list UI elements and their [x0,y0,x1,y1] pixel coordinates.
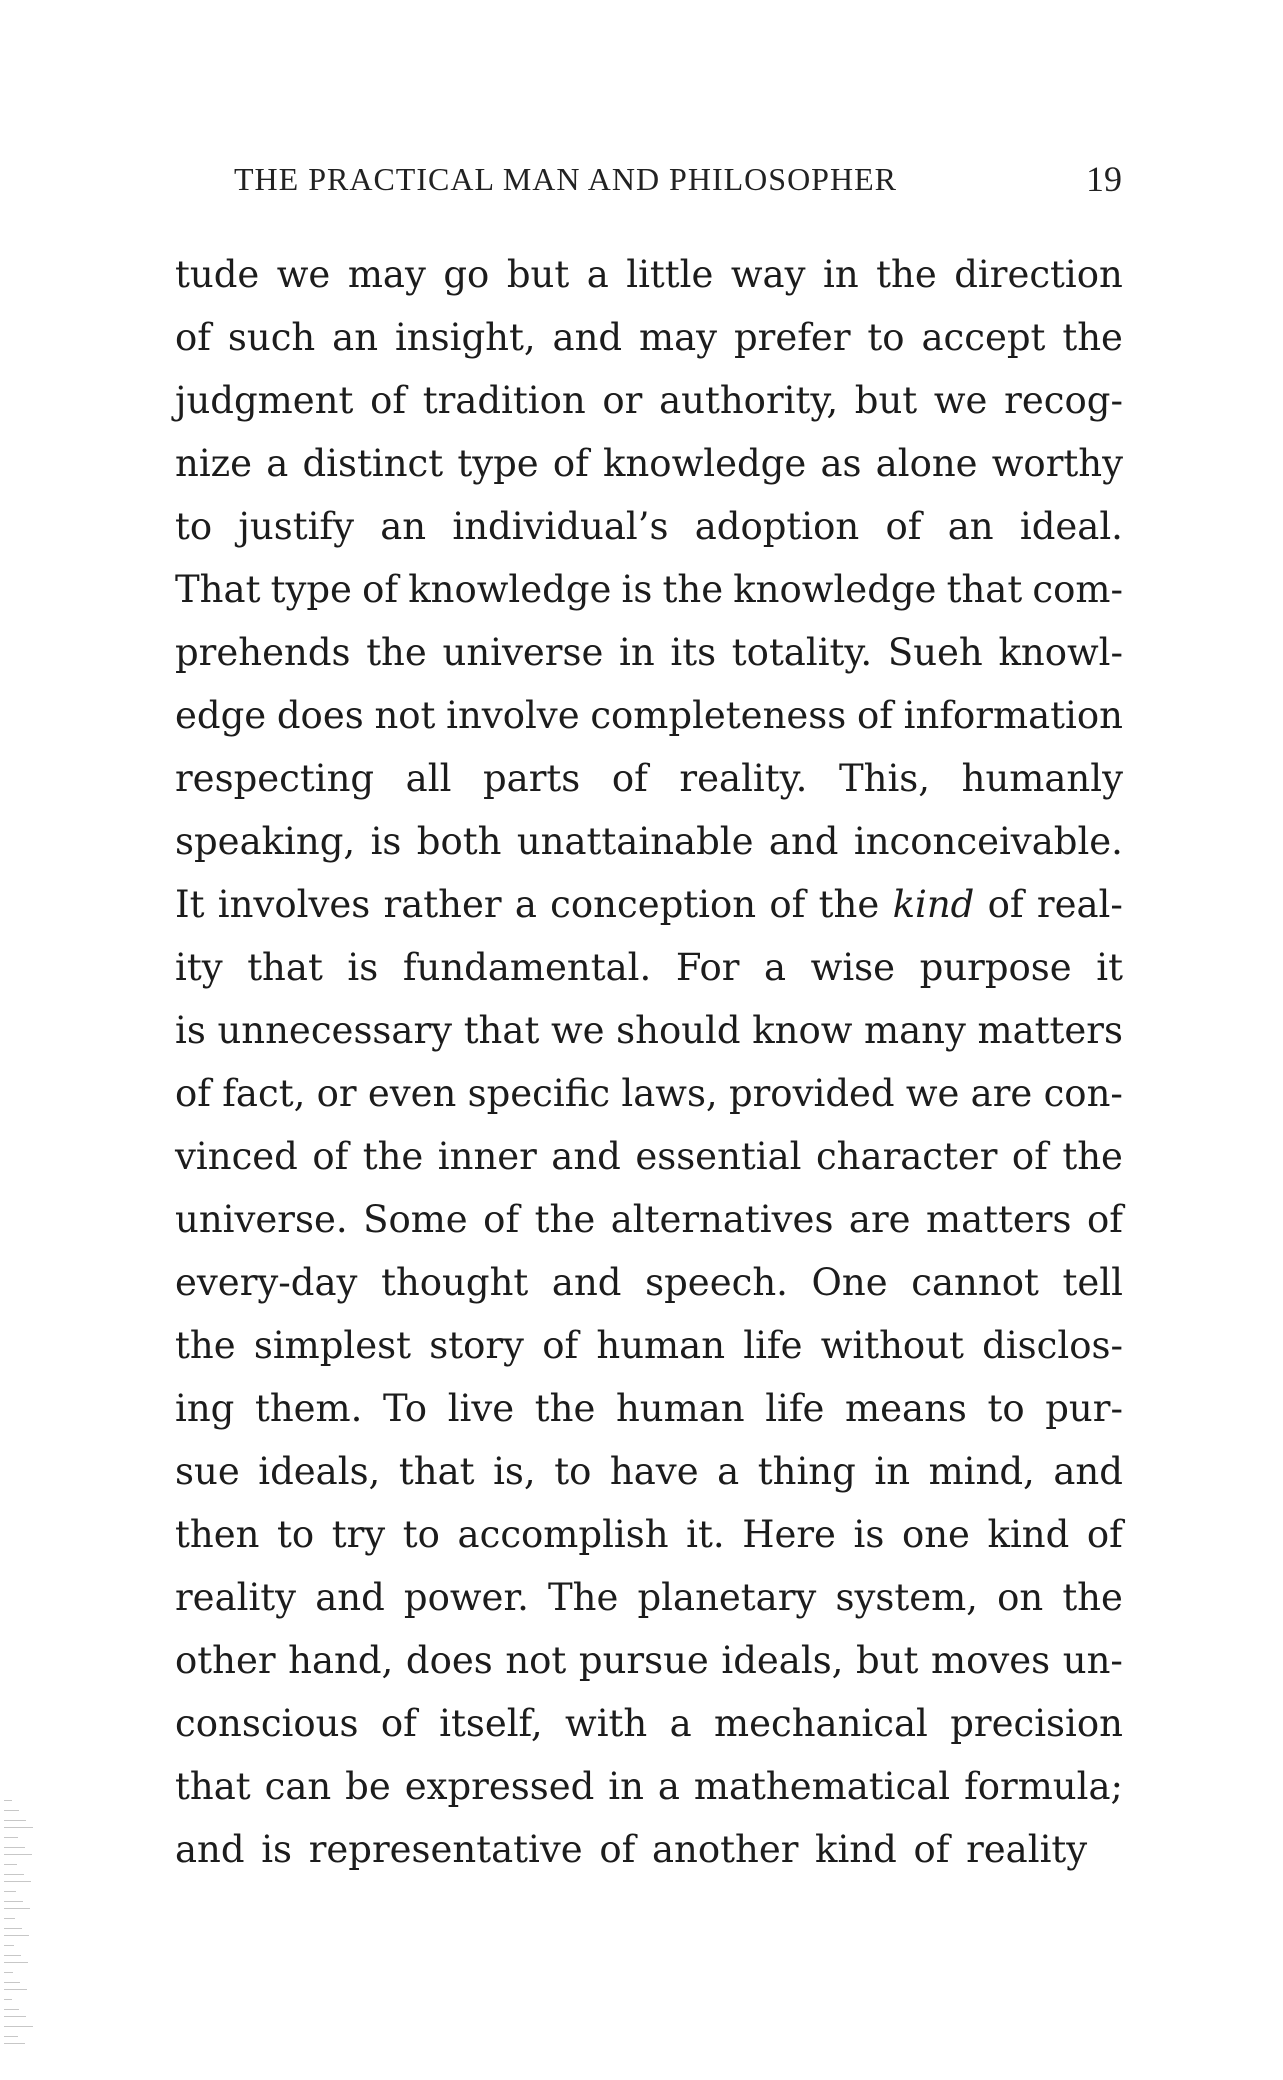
word: are [848,1198,911,1241]
word: kind [987,1513,1070,1556]
word: the [1062,1135,1123,1178]
word: of [380,1702,417,1745]
word: we [933,379,988,422]
word: is [175,1009,206,1052]
word: reality [175,1576,297,1619]
word: of [552,442,589,485]
word: justify [238,505,354,548]
word: and [315,1576,385,1619]
running-title: THE PRACTICAL MAN AND PHILOSOPHER [234,160,897,197]
scan-speck [4,1874,24,1875]
word: the [534,1198,596,1241]
word: the [1062,316,1123,359]
scan-speck [4,1908,30,1909]
word: that [463,1009,540,1052]
word: unnecessary [217,1009,453,1052]
word: ity [175,946,223,989]
word: the [175,1324,236,1367]
text-line [175,1692,1123,1755]
word: of [885,505,922,548]
scan-speck [4,1972,13,1973]
word: matters [926,1198,1072,1241]
word: nize [175,442,253,485]
word: have [609,1450,699,1493]
word: a [586,253,609,296]
word: character [815,1135,998,1178]
word: completeness [590,694,847,737]
word: purpose [919,946,1072,989]
word: of [913,1828,950,1871]
scan-speck [4,1881,31,1882]
text-line [175,810,1123,873]
text-line [175,621,1123,684]
word: kind [815,1828,897,1871]
word: Sueh [887,631,983,674]
word: direction [954,253,1123,296]
body-text [175,243,1123,1881]
scan-speck [4,1847,25,1848]
word: type [457,442,539,485]
word: it. [686,1513,725,1556]
word: adoption [694,505,860,548]
word: unattainable [516,820,754,863]
word: an [947,505,994,548]
word: that [398,1450,475,1493]
text-line [175,1440,1123,1503]
word: is [853,1513,885,1556]
word: to [402,1513,440,1556]
word: This, [838,757,931,800]
word: both [416,820,502,863]
word: way [730,253,806,296]
word: is, [493,1450,536,1493]
word: with [565,1702,648,1745]
word: For [675,946,740,989]
word: life [743,1324,803,1367]
word: alone [875,442,978,485]
scan-speck [4,1810,19,1811]
word: itself, [439,1702,543,1745]
word: but [854,379,918,422]
word: hand, [288,1639,394,1682]
text-line [175,873,1123,936]
word: its [670,631,717,674]
page-number: 19 [1086,159,1122,199]
word: is [347,946,379,989]
word: mathematical [693,1765,951,1808]
word: of [483,1198,520,1241]
word: worthy [991,442,1123,485]
word: knowledge [603,442,807,485]
text-line [175,306,1123,369]
text-line [175,1503,1123,1566]
word: fact, [222,1072,306,1115]
word: human [615,1387,745,1430]
word: system, [835,1576,978,1619]
word: and [551,1261,622,1304]
word: ideals, [258,1450,381,1493]
scan-margin-noise [4,1800,38,2080]
word: story [429,1324,524,1367]
scan-speck [4,2009,19,2010]
word: even [367,1072,457,1115]
text-line [175,1314,1123,1377]
word: a [717,1450,740,1493]
scan-speck [4,1864,17,1865]
word: of [1011,1135,1048,1178]
word: representative [308,1828,583,1871]
word: try [331,1513,386,1556]
word: tell [1062,1261,1123,1304]
word: The [547,1576,619,1619]
word: of [175,316,211,359]
scan-speck [4,2016,26,2017]
word: of [856,694,893,737]
word: ideals, [721,1639,844,1682]
word: of [599,1828,636,1871]
scan-speck [4,1945,14,1946]
word: the [366,631,427,674]
word: and [768,820,839,863]
text-line [175,1125,1123,1188]
word: knowledge [408,568,612,611]
running-head [234,152,1122,206]
word: a [657,1765,680,1808]
word: tradition [422,379,586,422]
word: life [765,1387,825,1430]
scan-speck [4,1962,28,1963]
word: insight, [394,316,536,359]
word: con- [1043,1072,1123,1115]
scan-speck [4,1827,33,1828]
word: humanly [961,757,1123,800]
word: does [276,694,364,737]
word: formula; [964,1765,1123,1808]
word: sue [175,1450,240,1493]
text-line [175,432,1123,495]
word: parts [482,757,581,800]
word: and [552,316,623,359]
scan-speck [4,2043,25,2044]
word: that [946,568,1023,611]
word: of [362,568,399,611]
word: to [554,1450,592,1493]
word: of [312,1135,349,1178]
word: Here [742,1513,836,1556]
word: judgment [175,379,354,422]
word: universe [442,631,604,674]
scan-speck [4,1955,21,1956]
word: accomplish [457,1513,669,1556]
word: to [987,1387,1025,1430]
word: respecting [175,757,375,800]
scan-speck [4,1935,29,1936]
word: and [1053,1450,1123,1493]
word: and [551,1135,621,1178]
word: one [901,1513,970,1556]
word: information [903,694,1123,737]
word: That [175,568,261,611]
word: com- [1032,568,1123,611]
word: a [514,883,537,926]
word: inner [437,1135,537,1178]
word: is [261,1828,293,1871]
word: all [405,757,452,800]
word: is [621,568,653,611]
word: the [362,1135,424,1178]
italic-word: kind [892,883,975,926]
word: many [864,1009,966,1052]
word: disclos- [982,1324,1123,1367]
word: as [820,442,862,485]
scan-speck [4,1854,32,1855]
word: we [276,253,331,296]
word: of [1086,1198,1123,1241]
word: thing [757,1450,856,1493]
word: of [175,1072,211,1115]
text-line [175,1377,1123,1440]
word: an [332,316,379,359]
word: accept [921,316,1046,359]
text-line [175,1251,1123,1314]
text-line [175,1188,1123,1251]
word: real- [1036,883,1123,926]
word: of [769,883,806,926]
text-line [175,747,1123,810]
word: not [505,1639,567,1682]
word: reality [966,1828,1088,1871]
word: moves [931,1639,1051,1682]
scan-speck [4,2036,18,2037]
word: One [811,1261,888,1304]
word: the [1062,1576,1123,1619]
text-line [175,684,1123,747]
word: other [175,1639,276,1682]
word: human [596,1324,726,1367]
scan-speck [4,2026,33,2027]
word: it [1096,946,1123,989]
word: a [266,442,289,485]
word: should [616,1009,741,1052]
word: Some [363,1198,468,1241]
word: fundamental. [402,946,652,989]
scan-speck [4,1820,26,1821]
word: then [175,1513,260,1556]
text-line [175,1566,1123,1629]
text-line [175,999,1123,1062]
scan-speck [4,1989,27,1990]
word: such [227,316,316,359]
word: expressed [404,1765,595,1808]
word: un- [1062,1639,1123,1682]
scan-speck [4,1891,16,1892]
word: mechanical [714,1702,928,1745]
word: It [175,883,205,926]
word: but [506,253,570,296]
word: vinced [175,1135,298,1178]
word: does [405,1639,493,1682]
word: ing [175,1387,235,1430]
word: speaking, [175,820,356,863]
word: the [876,253,937,296]
word: authority, [659,379,839,422]
text-line [175,558,1123,621]
text-line [175,936,1123,999]
text-line [175,243,1123,306]
word: another [651,1828,799,1871]
word: To [383,1387,428,1430]
word: prefer [733,316,851,359]
word: thought [381,1261,529,1304]
word: planetary [637,1576,817,1619]
word: prehends [175,631,351,674]
text-line [175,369,1123,432]
word: can [264,1765,332,1808]
word: may [639,316,718,359]
word: power. [403,1576,529,1619]
text-line [175,1629,1123,1692]
word: ideal. [1019,505,1123,548]
word: precision [950,1702,1123,1745]
scan-speck [4,1928,22,1929]
word: recog- [1004,379,1123,422]
word: conscious [175,1702,359,1745]
word: universe. [175,1198,348,1241]
word: and [175,1828,245,1871]
word: not [374,694,436,737]
scan-speck [4,1999,12,2000]
word: without [820,1324,964,1367]
word: to [175,505,213,548]
word: mind, [928,1450,1035,1493]
word: distinct [302,442,444,485]
word: is [370,820,402,863]
word: individual’s [452,505,669,548]
word: an [380,505,427,548]
word: matters [977,1009,1123,1052]
word: pursue [578,1639,709,1682]
word: conception [550,883,757,926]
word: we [905,1072,960,1115]
text-line [175,1062,1123,1125]
word: are [970,1072,1033,1115]
word: go [443,253,490,296]
scan-speck [4,1837,18,1838]
word: of [370,379,407,422]
word: every-day [175,1261,358,1304]
word: tude [175,253,260,296]
word: to [277,1513,315,1556]
word: may [347,253,426,296]
word: know [752,1009,853,1052]
word: rather [383,883,502,926]
word: the [534,1387,596,1430]
word: in [608,1765,644,1808]
word: simplest [253,1324,412,1367]
word: in [619,631,655,674]
scan-speck [4,1901,23,1902]
word: to [867,316,905,359]
word: be [345,1765,391,1808]
word: cannot [911,1261,1039,1304]
word: or [602,379,643,422]
word: the [662,568,724,611]
scan-speck [4,1800,12,1801]
word: live [447,1387,515,1430]
word: we [550,1009,605,1052]
word: the [818,883,880,926]
word: involve [446,694,580,737]
word: knowl- [998,631,1123,674]
word: specific [467,1072,611,1115]
word: in [822,253,859,296]
word: inconceivable. [853,820,1123,863]
word: type [270,568,352,611]
word: in [874,1450,911,1493]
word: but [856,1639,919,1682]
word: provided [728,1072,895,1115]
text-line [175,1755,1123,1818]
word: totality. [731,631,873,674]
word: that [175,1765,251,1808]
word: involves [217,883,371,926]
word: means [845,1387,967,1430]
word: of [611,757,648,800]
text-line [175,495,1123,558]
word: or [316,1072,357,1115]
word: that [247,946,323,989]
word: of [1086,1513,1123,1556]
word: alternatives [610,1198,834,1241]
scan-speck [4,1918,15,1919]
word: edge [175,694,267,737]
text-line [175,1818,1123,1881]
word: of [542,1324,579,1367]
word: knowledge [733,568,937,611]
scan-speck [4,1982,20,1983]
word: a [669,1702,692,1745]
word: pur- [1045,1387,1123,1430]
word: little [626,253,714,296]
word: on [997,1576,1044,1619]
word: essential [635,1135,802,1178]
word: a [764,946,787,989]
word: wise [810,946,896,989]
word: reality. [679,757,808,800]
word: speech. [645,1261,788,1304]
word: of [987,883,1024,926]
word: them. [254,1387,363,1430]
word: laws, [621,1072,718,1115]
